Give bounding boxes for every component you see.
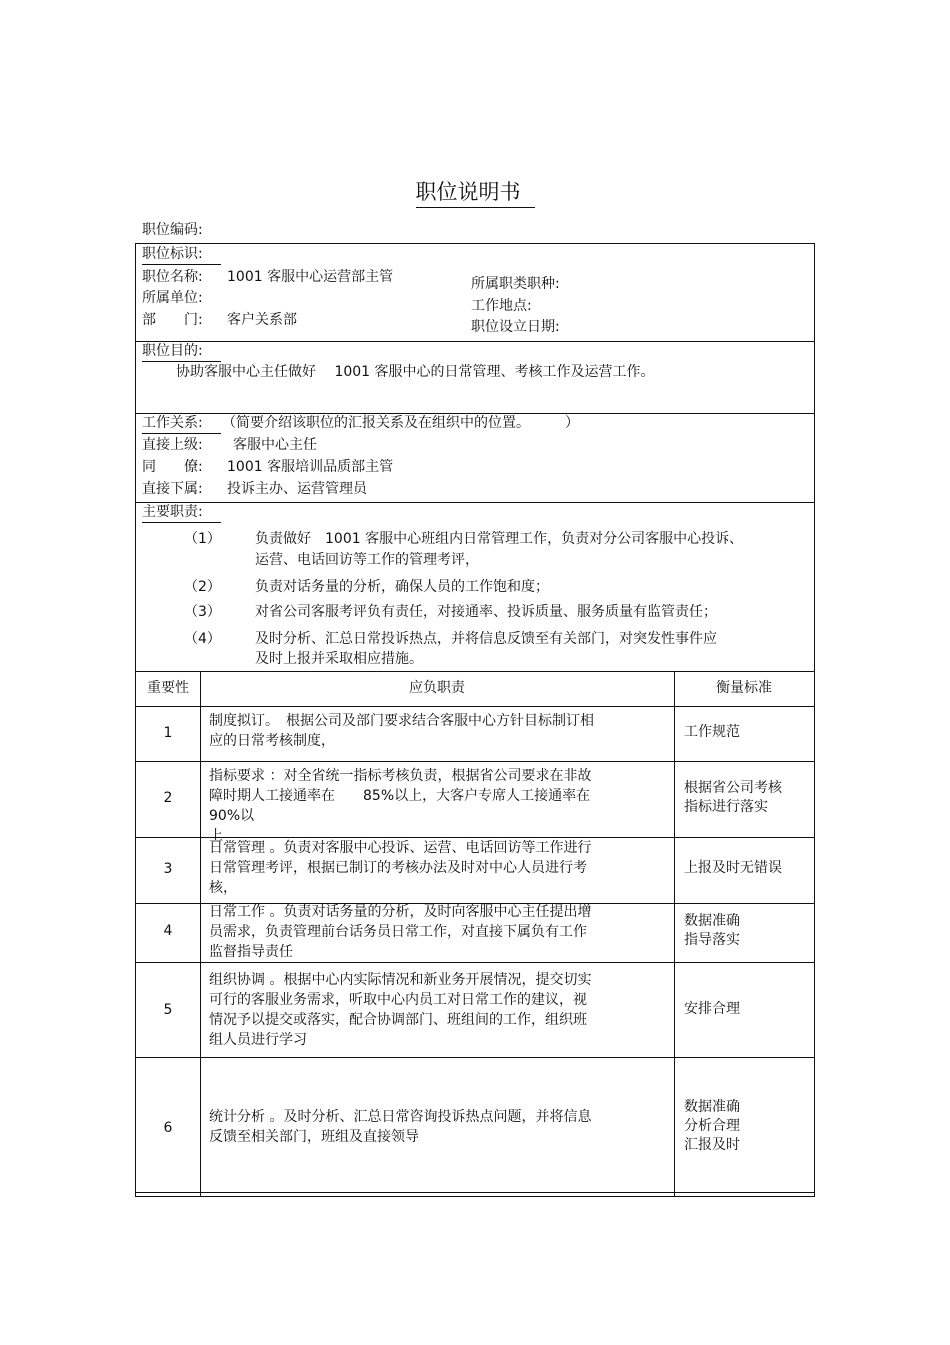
unit-label: 所属单位: (142, 290, 203, 306)
duty-item-line: 负责对话务量的分析，确保人员的工作饱和度； (255, 579, 549, 595)
duty-item-line: 负责做好 1001 客服中心班组内日常管理工作，负责对分公司客服中心投诉、 (255, 531, 744, 547)
superior-label: 直接上级: (142, 437, 203, 453)
superior-value: 客服中心主任 (233, 437, 317, 453)
relations-section-label: 工作关系: (142, 413, 221, 434)
table-row-standard: 根据省公司考核 指标进行落实 (684, 780, 782, 815)
divider (136, 706, 814, 707)
table-row-standard: 工作规范 (684, 724, 740, 740)
identity-section-label: 职位标识: (142, 244, 221, 265)
table-row-number: 5 (163, 1002, 173, 1018)
duty-item-line: 运营、电话回访等工作的管理考评， (255, 552, 479, 568)
date-label: 职位设立日期: (471, 319, 560, 335)
duty-item-number: （2） (184, 579, 221, 595)
table-row-standard: 安排合理 (684, 1001, 740, 1017)
table-row-duty: 日常管理 。负责对客服中心投诉、运营、电话回访等工作进行 日常管理考评，根据已制订的考核办法及时对中心人员进行考 核， (209, 840, 592, 896)
table-row-duty: 日常工作 。负责对话务量的分析，及时向客服中心主任提出增 员需求，负责管理前台话务员日常工作，对直接下属负有工作 监督指导责任 (209, 904, 592, 960)
duty-item-number: （4） (184, 631, 221, 647)
duties-section-label: 主要职责: (142, 502, 221, 523)
table-row-number: 4 (163, 923, 173, 939)
table-row-standard: 数据准确 指导落实 (684, 913, 740, 948)
duty-item-number: （1） (184, 531, 221, 547)
duty-item-number: （3） (184, 604, 221, 620)
location-label: 工作地点: (471, 298, 532, 314)
table-row-duty: 组织协调 。根据中心内实际情况和新业务开展情况，提交切实 可行的客服业务需求，听取中心内员工对日常工作的建议，视 情况予以提交或落实，配合协调部门、班组间的工作，组织班 组人员进行学习 (209, 972, 592, 1048)
table-header-standard: 衡量标准 (716, 680, 772, 696)
document-title: 职位说明书 (0, 178, 950, 208)
dept-label: 部 门: (142, 312, 203, 328)
duty-item-line: 对省公司客服考评负有责任，对接通率、投诉质量、服务质量有监管责任； (255, 604, 717, 620)
table-header-duty: 应负职责 (409, 680, 465, 696)
position-code-label: 职位编码: (142, 222, 203, 238)
divider (136, 761, 814, 762)
dept-value: 客户关系部 (227, 312, 297, 328)
subordinate-value: 投诉主办、运营管理员 (227, 481, 367, 497)
divider (136, 1192, 814, 1193)
divider (136, 671, 814, 672)
table-row-standard: 数据准确 分析合理 汇报及时 (684, 1099, 740, 1153)
relations-note: （简要介绍该职位的汇报关系及在组织中的位置。 ） (222, 415, 579, 431)
divider (136, 341, 814, 342)
position-name-label: 职位名称: (142, 269, 203, 285)
table-row-number: 6 (163, 1120, 173, 1136)
table-column-divider (674, 671, 675, 1197)
duty-item-line: 及时分析、汇总日常投诉热点，并将信息反馈至有关部门，对突发性事件应 (255, 631, 717, 647)
table-row-number: 2 (163, 790, 173, 806)
purpose-section-label: 职位目的: (142, 341, 221, 362)
divider (136, 962, 814, 963)
table-row-standard: 上报及时无错误 (684, 860, 782, 876)
table-row-number: 1 (163, 725, 173, 741)
peer-label: 同 僚: (142, 459, 203, 475)
table-row-duty: 制度拟订。 根据公司及部门要求结合客服中心方针目标制订相 应的日常考核制度， (209, 713, 594, 749)
duty-item-line: 及时上报并采取相应措施。 (255, 651, 423, 667)
position-name-value: 1001 客服中心运营部主管 (227, 269, 394, 285)
peer-value: 1001 客服培训品质部主管 (227, 459, 394, 475)
category-label: 所属职类职种: (471, 276, 560, 292)
table-row-number: 3 (163, 861, 173, 877)
divider (136, 1057, 814, 1058)
table-row-duty: 统计分析 。及时分析、汇总日常咨询投诉热点问题，并将信息 反馈至相关部门，班组及直接领导 (209, 1109, 592, 1145)
purpose-text: 协助客服中心主任做好 1001 客服中心的日常管理、考核工作及运营工作。 (176, 364, 655, 380)
table-header-importance: 重要性 (147, 680, 189, 696)
subordinate-label: 直接下属: (142, 481, 203, 497)
table-column-divider (200, 671, 201, 1197)
job-description-form (135, 243, 815, 1197)
table-row-duty: 指标要求 ：对全省统一指标考核负责，根据省公司要求在非故 障时期人工接通率在 85%以上，大客户专席人工接通率在 90%以 上 (209, 768, 619, 844)
divider (136, 502, 814, 503)
